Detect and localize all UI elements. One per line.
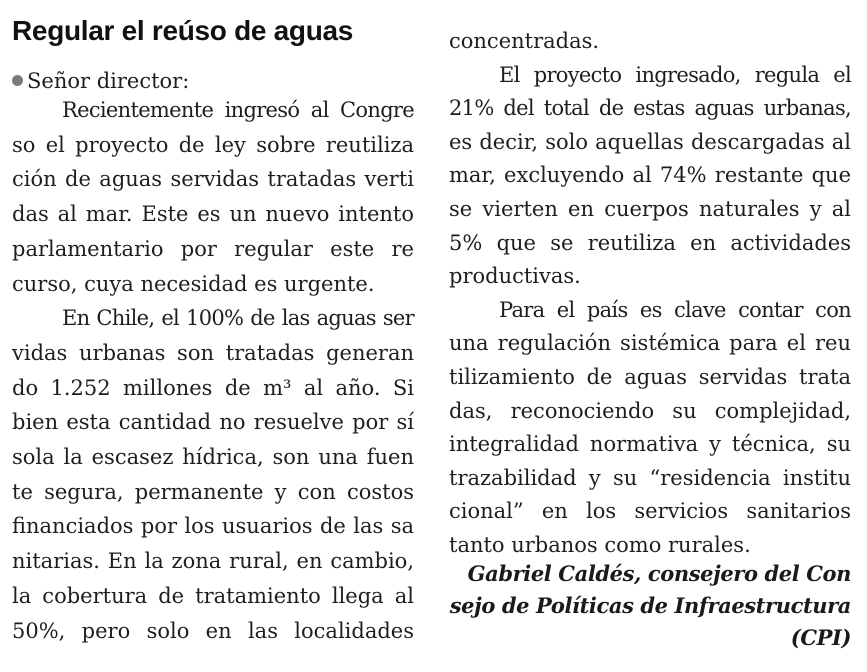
left-line: financiados por los usuarios de las sa bbox=[12, 514, 414, 539]
left-line: ción de aguas servidas tratadas verti bbox=[12, 167, 414, 192]
left-line: das al mar. Este es un nuevo intento bbox=[12, 202, 414, 227]
salutation bbox=[12, 66, 189, 96]
left-line: bien esta cantidad no resuelve por sí bbox=[12, 410, 414, 435]
left-line: nitarias. En la zona rural, en cambio, bbox=[12, 549, 414, 574]
salutation-text: Señor director: bbox=[27, 69, 190, 93]
bullet-icon bbox=[12, 75, 23, 86]
left-line: En Chile, el 100% de las aguas ser bbox=[62, 306, 414, 331]
left-line: 50%, pero solo en las localidades bbox=[12, 618, 414, 643]
left-line: Recientemente ingresó al Congre bbox=[62, 98, 414, 122]
right-line: cional” en los servicios sanitarios bbox=[449, 499, 851, 524]
right-line: 5% que se reutiliza en actividades bbox=[449, 230, 851, 255]
signature-line: sejo de Políticas de Infraestructura bbox=[449, 593, 851, 618]
left-line: curso, cuya necesidad es urgente. bbox=[12, 271, 375, 296]
left-line: la cobertura de tratamiento llega al bbox=[12, 583, 414, 608]
right-line: trazabilidad y su “residencia institu bbox=[449, 465, 851, 490]
left-line: sola la escasez hídrica, son una fuen bbox=[12, 445, 414, 469]
left-line: parlamentario por regular este re bbox=[12, 236, 414, 261]
right-line: mar, excluyendo al 74% restante que bbox=[449, 163, 851, 188]
right-line: das, reconociendo su complejidad, bbox=[449, 398, 851, 423]
signature-line: Gabriel Caldés, consejero del Con bbox=[467, 561, 851, 586]
left-line: vidas urbanas son tratadas generan bbox=[12, 340, 414, 365]
left-line: do 1.252 millones de m³ al año. Si bbox=[12, 375, 414, 400]
letter-headline: Regular el reúso de aguas bbox=[12, 15, 354, 46]
right-line: tanto urbanos como rurales. bbox=[449, 533, 751, 557]
left-line: te segura, permanente y con costos bbox=[12, 479, 414, 504]
signature-line: (CPI) bbox=[790, 625, 851, 650]
left-line: so el proyecto de ley sobre reutiliza bbox=[12, 132, 414, 157]
right-line: El proyecto ingresado, regula el bbox=[499, 62, 851, 87]
right-line: tilizamiento de aguas servidas trata bbox=[449, 365, 851, 389]
right-line: se vierten en cuerpos naturales y al bbox=[449, 197, 851, 221]
right-line: 21% del total de estas aguas urbanas, bbox=[449, 96, 851, 121]
right-line: una regulación sistémica para el reu bbox=[449, 331, 851, 356]
right-line: productivas. bbox=[449, 264, 581, 289]
right-line: integralidad normativa y técnica, su bbox=[449, 432, 851, 457]
right-line: es decir, solo aquellas descargadas al bbox=[449, 129, 851, 154]
right-line: Para el país es clave contar con bbox=[499, 297, 851, 322]
right-line: concentradas. bbox=[449, 29, 600, 53]
